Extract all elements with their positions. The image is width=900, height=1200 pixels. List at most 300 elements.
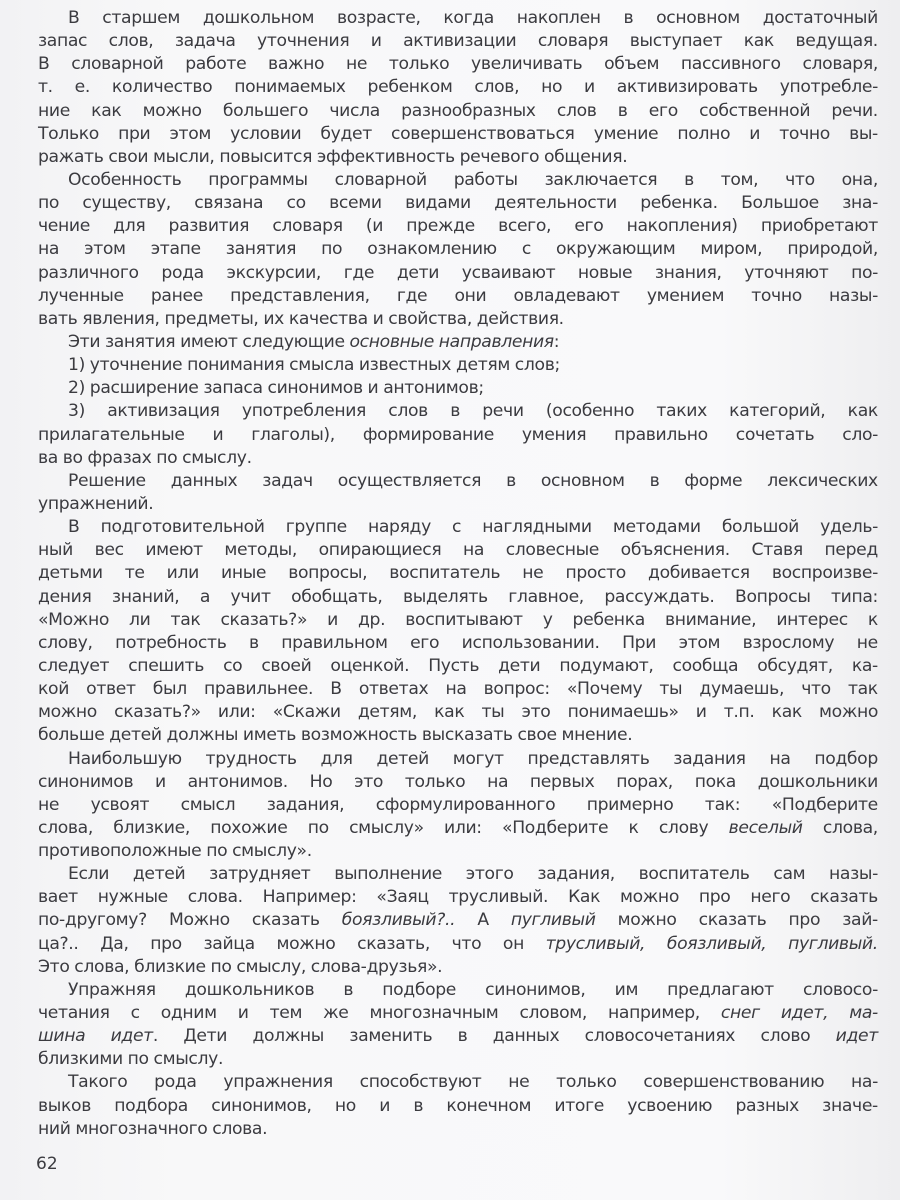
word	[761, 215, 878, 238]
text-line	[38, 493, 878, 516]
word	[230, 285, 370, 308]
text-run: него	[750, 887, 791, 908]
text-line	[38, 817, 878, 840]
text-run: правильном	[281, 632, 388, 653]
word	[789, 909, 821, 932]
text-run: внимание,	[664, 609, 757, 630]
text-run: синонимов,	[211, 1095, 312, 1116]
text-run: в	[343, 979, 354, 1000]
text-run: для	[113, 216, 146, 237]
word	[842, 192, 878, 215]
text-line	[38, 400, 878, 423]
word	[74, 956, 129, 979]
text-run: следует	[38, 655, 110, 676]
word	[203, 7, 314, 30]
word	[373, 308, 384, 331]
text-run: вопрос:	[483, 679, 550, 700]
word	[100, 933, 128, 956]
word	[587, 794, 674, 817]
text-run: подбора	[114, 1095, 188, 1116]
text-run: понимаешь»	[567, 702, 679, 723]
text-run: больше	[38, 725, 105, 746]
word	[38, 123, 99, 146]
word	[107, 400, 219, 423]
word	[344, 262, 374, 285]
text-run: в	[506, 470, 516, 491]
text-run: сам	[773, 864, 806, 885]
text-run: опирающиеся	[318, 540, 442, 561]
text-run: подбор	[814, 748, 878, 769]
text-run: должны	[252, 1026, 325, 1047]
text-run: разнообразных	[401, 100, 536, 121]
word	[608, 1002, 700, 1025]
text-run: этапе	[150, 239, 201, 260]
text-run: детям,	[357, 702, 417, 723]
text-run: Но	[309, 771, 333, 792]
text-line	[38, 794, 878, 817]
text-run: существу,	[82, 193, 171, 214]
text-run: словаря	[272, 216, 343, 237]
word	[234, 76, 345, 99]
text-run: (и	[365, 216, 384, 237]
text-run: занятия	[225, 239, 297, 260]
word	[38, 192, 59, 215]
text-run: рода	[154, 1072, 197, 1093]
text-run: антонимов.	[187, 771, 288, 792]
text-run: ознакомлению	[367, 239, 497, 260]
text-run: умением	[646, 285, 725, 306]
word	[735, 1095, 798, 1118]
word	[363, 424, 494, 447]
text-run: по	[210, 956, 232, 977]
text-run: сочетать	[735, 424, 815, 445]
text-run: 2)	[68, 378, 85, 399]
word	[206, 748, 297, 771]
text-run: предметы,	[164, 308, 259, 329]
text-run: прежде	[406, 216, 475, 237]
text-run: задания,	[537, 864, 615, 885]
word	[112, 586, 180, 609]
word	[795, 30, 877, 53]
text-run: чение	[38, 216, 90, 237]
text-run: противоположные	[38, 841, 202, 862]
word	[824, 539, 877, 562]
word	[749, 123, 760, 146]
text-run: пока	[694, 771, 736, 792]
word	[129, 609, 150, 632]
word	[454, 169, 518, 192]
text-run: где	[343, 262, 375, 283]
italic-term: ма-	[849, 1003, 878, 1024]
word	[456, 354, 510, 377]
word	[252, 1025, 324, 1048]
text-run: выделять	[402, 586, 488, 607]
text-line	[38, 1118, 878, 1141]
word	[88, 447, 152, 470]
text-run: или	[166, 563, 199, 584]
text-line	[38, 771, 878, 794]
word	[410, 632, 439, 655]
text-run: (особенно	[545, 401, 635, 422]
text-run: смыслу.	[153, 1049, 224, 1070]
word	[68, 169, 181, 192]
word	[403, 30, 516, 53]
word	[388, 308, 472, 331]
text-line	[38, 123, 878, 146]
word	[681, 53, 781, 76]
word	[38, 1118, 71, 1141]
text-run: глаголы),	[251, 424, 335, 445]
word	[180, 331, 237, 354]
text-run: например,	[608, 1003, 700, 1024]
word	[128, 1048, 149, 1071]
word	[568, 886, 600, 909]
word	[134, 956, 206, 979]
word	[376, 886, 428, 909]
text-run: примерно	[586, 794, 674, 815]
text-line	[38, 30, 878, 53]
text-run: Ставя	[751, 540, 803, 561]
text-run: трусливый.	[448, 887, 549, 908]
word	[379, 1095, 390, 1118]
word	[145, 539, 202, 562]
text-run: дети	[396, 262, 440, 283]
text-run: назы-	[829, 864, 878, 885]
word	[744, 262, 828, 285]
word	[842, 424, 878, 447]
word	[443, 7, 494, 30]
word	[231, 586, 271, 609]
word	[502, 817, 608, 840]
text-run: е.	[74, 77, 91, 98]
text-run: многозначного	[75, 1118, 208, 1139]
word	[527, 748, 649, 771]
text-run: слово	[760, 1026, 811, 1047]
text-run: числа	[329, 100, 380, 121]
word	[736, 424, 815, 447]
word	[63, 447, 83, 470]
text-run: как	[743, 31, 774, 52]
text-run: сказать?»	[220, 609, 308, 630]
word	[851, 1071, 878, 1094]
word	[752, 539, 803, 562]
text-run: накопления)	[626, 216, 738, 237]
text-run: значе-	[822, 1095, 878, 1116]
text-run: потребность	[115, 632, 227, 653]
word	[38, 655, 109, 678]
word	[757, 655, 833, 678]
word	[376, 748, 428, 771]
word	[161, 262, 203, 285]
text-run: свое	[517, 725, 557, 746]
text-run: близкие,	[113, 817, 190, 838]
text-run: ты	[481, 702, 505, 723]
word	[221, 562, 266, 585]
text-run: так	[847, 679, 878, 700]
text-run: предлагают	[667, 979, 774, 1000]
word	[452, 516, 461, 539]
word	[276, 933, 335, 956]
text-run: смыслу»	[349, 817, 424, 838]
word	[109, 724, 161, 747]
text-run: объяснения.	[620, 540, 730, 561]
text-run: смыслу».	[232, 841, 312, 862]
text-run: всеми	[329, 193, 382, 214]
text-run: Решение	[68, 470, 146, 491]
text-run: полно	[677, 123, 731, 144]
word	[445, 678, 466, 701]
word	[220, 609, 307, 632]
text-run: задач	[262, 470, 313, 491]
text-run: так:	[704, 794, 741, 815]
word	[537, 863, 615, 886]
text-run: в	[450, 401, 460, 422]
text-run: В	[68, 8, 80, 28]
word	[366, 215, 383, 238]
text-run: понимания	[187, 355, 285, 376]
word	[68, 377, 85, 400]
word	[38, 1002, 110, 1025]
text-run: про	[788, 910, 821, 931]
text-run: правильнее.	[204, 679, 314, 700]
word	[643, 1071, 824, 1094]
word	[397, 285, 427, 308]
word	[185, 53, 246, 76]
word	[286, 516, 347, 539]
word	[38, 447, 58, 470]
text-run: дети	[498, 655, 541, 676]
text-line	[38, 609, 878, 632]
word	[803, 979, 878, 1002]
text-run: синонимов,	[485, 979, 586, 1000]
word	[169, 909, 230, 932]
text-run: же	[323, 1003, 349, 1024]
text-run: смыслу.	[182, 447, 252, 468]
word	[114, 701, 201, 724]
word	[161, 1002, 217, 1025]
text-run: воспроизве-	[771, 563, 878, 584]
text-run: а	[199, 586, 211, 607]
word	[223, 100, 308, 123]
word	[494, 192, 617, 215]
word	[615, 979, 638, 1002]
text-run: трудность	[205, 748, 297, 769]
text-run: он	[502, 933, 524, 954]
text-run: группе	[285, 517, 347, 538]
word	[743, 632, 835, 655]
text-run: ли	[129, 609, 151, 630]
word	[209, 863, 310, 886]
word	[38, 100, 70, 123]
word	[530, 771, 595, 794]
word	[335, 1095, 356, 1118]
text-run: где	[396, 285, 428, 306]
text-run: сказать	[810, 887, 878, 908]
text-line	[38, 215, 878, 238]
word	[721, 169, 759, 192]
text-run: лексических	[767, 470, 878, 491]
word	[249, 632, 259, 655]
text-run: дошкольники	[757, 771, 878, 792]
text-run: смыслу,	[236, 956, 306, 977]
word	[851, 262, 878, 285]
word	[382, 979, 456, 1002]
word	[38, 1025, 85, 1048]
text-run: одним	[160, 1003, 217, 1024]
text-run: интерес	[776, 609, 848, 630]
word	[267, 794, 345, 817]
text-run: В	[330, 679, 342, 700]
text-run: этом	[678, 632, 721, 653]
word	[112, 76, 212, 99]
text-run: на	[38, 239, 60, 260]
word	[238, 1002, 249, 1025]
text-run: конечном	[446, 1095, 532, 1116]
word	[648, 562, 750, 585]
word	[143, 100, 202, 123]
text-run: их	[263, 308, 284, 329]
word	[236, 956, 306, 979]
word	[446, 1095, 531, 1118]
italic-term: боязливый?..	[341, 910, 456, 931]
text-run: четания	[38, 1003, 110, 1024]
text-run: будет	[320, 123, 372, 144]
text-run: слов	[388, 401, 428, 422]
text-run: достаточный	[762, 8, 878, 28]
word	[511, 909, 596, 932]
word	[230, 123, 301, 146]
text-line	[38, 308, 878, 331]
word	[665, 609, 756, 632]
word	[38, 424, 185, 447]
text-run: детей	[132, 864, 186, 885]
text-run: ние	[38, 100, 70, 121]
word	[831, 100, 878, 123]
word	[204, 933, 255, 956]
text-line	[38, 516, 878, 539]
text-run: том,	[720, 169, 759, 190]
text-run: иметь	[242, 725, 297, 746]
word	[111, 1025, 158, 1048]
word	[38, 238, 59, 261]
text-run: похожие	[210, 817, 288, 838]
text-run: Особенность	[68, 169, 182, 190]
word	[389, 53, 449, 76]
text-run: его	[410, 632, 440, 653]
word	[829, 285, 878, 308]
text-run: этого	[465, 864, 514, 885]
word	[787, 238, 878, 261]
text-run: как	[91, 100, 122, 121]
word	[68, 1071, 127, 1094]
text-run: знания,	[654, 262, 722, 283]
word	[301, 724, 417, 747]
text-run: по	[206, 841, 228, 862]
text-run: увеличивать	[471, 54, 583, 75]
word	[831, 586, 878, 609]
text-run: экскурсии,	[226, 262, 322, 283]
word	[695, 771, 736, 794]
text-run: сказать	[698, 910, 767, 931]
text-run: в	[684, 169, 694, 190]
word	[522, 238, 531, 261]
word	[466, 863, 514, 886]
word	[311, 956, 442, 979]
word	[639, 863, 750, 886]
word	[814, 748, 878, 771]
text-run: расширение	[89, 378, 199, 399]
word	[820, 516, 878, 539]
text-run: его	[648, 100, 678, 121]
word	[133, 863, 185, 886]
word	[109, 30, 154, 53]
text-run: задания	[673, 748, 746, 769]
word	[38, 30, 87, 53]
text-run: условии	[230, 123, 302, 144]
text-line	[38, 76, 878, 99]
text-run: активизации	[403, 31, 517, 52]
text-run: должны	[166, 725, 239, 746]
text-run: Пусть	[428, 655, 480, 676]
word	[212, 1118, 267, 1141]
text-line	[38, 100, 878, 123]
word	[868, 609, 878, 632]
word	[829, 863, 878, 886]
text-run: что	[451, 933, 482, 954]
text-run: или:	[217, 702, 256, 723]
text-run: правильно	[614, 424, 708, 445]
word	[194, 192, 263, 215]
word	[618, 100, 628, 123]
word	[705, 794, 740, 817]
text-run: умение	[593, 123, 659, 144]
word	[543, 609, 553, 632]
word	[428, 655, 479, 678]
word	[164, 308, 258, 331]
text-run: по	[38, 193, 60, 214]
text-run: на-	[851, 1072, 878, 1093]
text-run: точно	[779, 123, 830, 144]
text-run: окружающим	[556, 239, 676, 260]
text-run: 3)	[68, 401, 85, 422]
text-run: эффективность	[316, 146, 455, 167]
text-run: сообща	[672, 655, 739, 676]
text-run: мысли,	[153, 146, 215, 167]
text-run: возможность	[300, 725, 418, 746]
word	[617, 76, 758, 99]
word	[460, 146, 540, 169]
word	[188, 771, 288, 794]
text-run: с	[521, 239, 531, 260]
word	[667, 933, 767, 956]
text-run: и	[367, 378, 379, 399]
word	[263, 886, 357, 909]
text-run: слова.	[187, 887, 243, 908]
word	[802, 53, 878, 76]
text-line	[38, 886, 878, 909]
word	[213, 424, 224, 447]
word	[650, 470, 660, 493]
text-run: слова,	[74, 956, 130, 977]
text-run: «Подберите	[771, 794, 878, 815]
word	[758, 771, 878, 794]
text-run: уточняют	[744, 262, 829, 283]
word	[38, 586, 91, 609]
word	[354, 771, 383, 794]
italic-term: шина	[38, 1026, 86, 1047]
word	[125, 562, 145, 585]
text-run: усваивают	[461, 262, 556, 283]
